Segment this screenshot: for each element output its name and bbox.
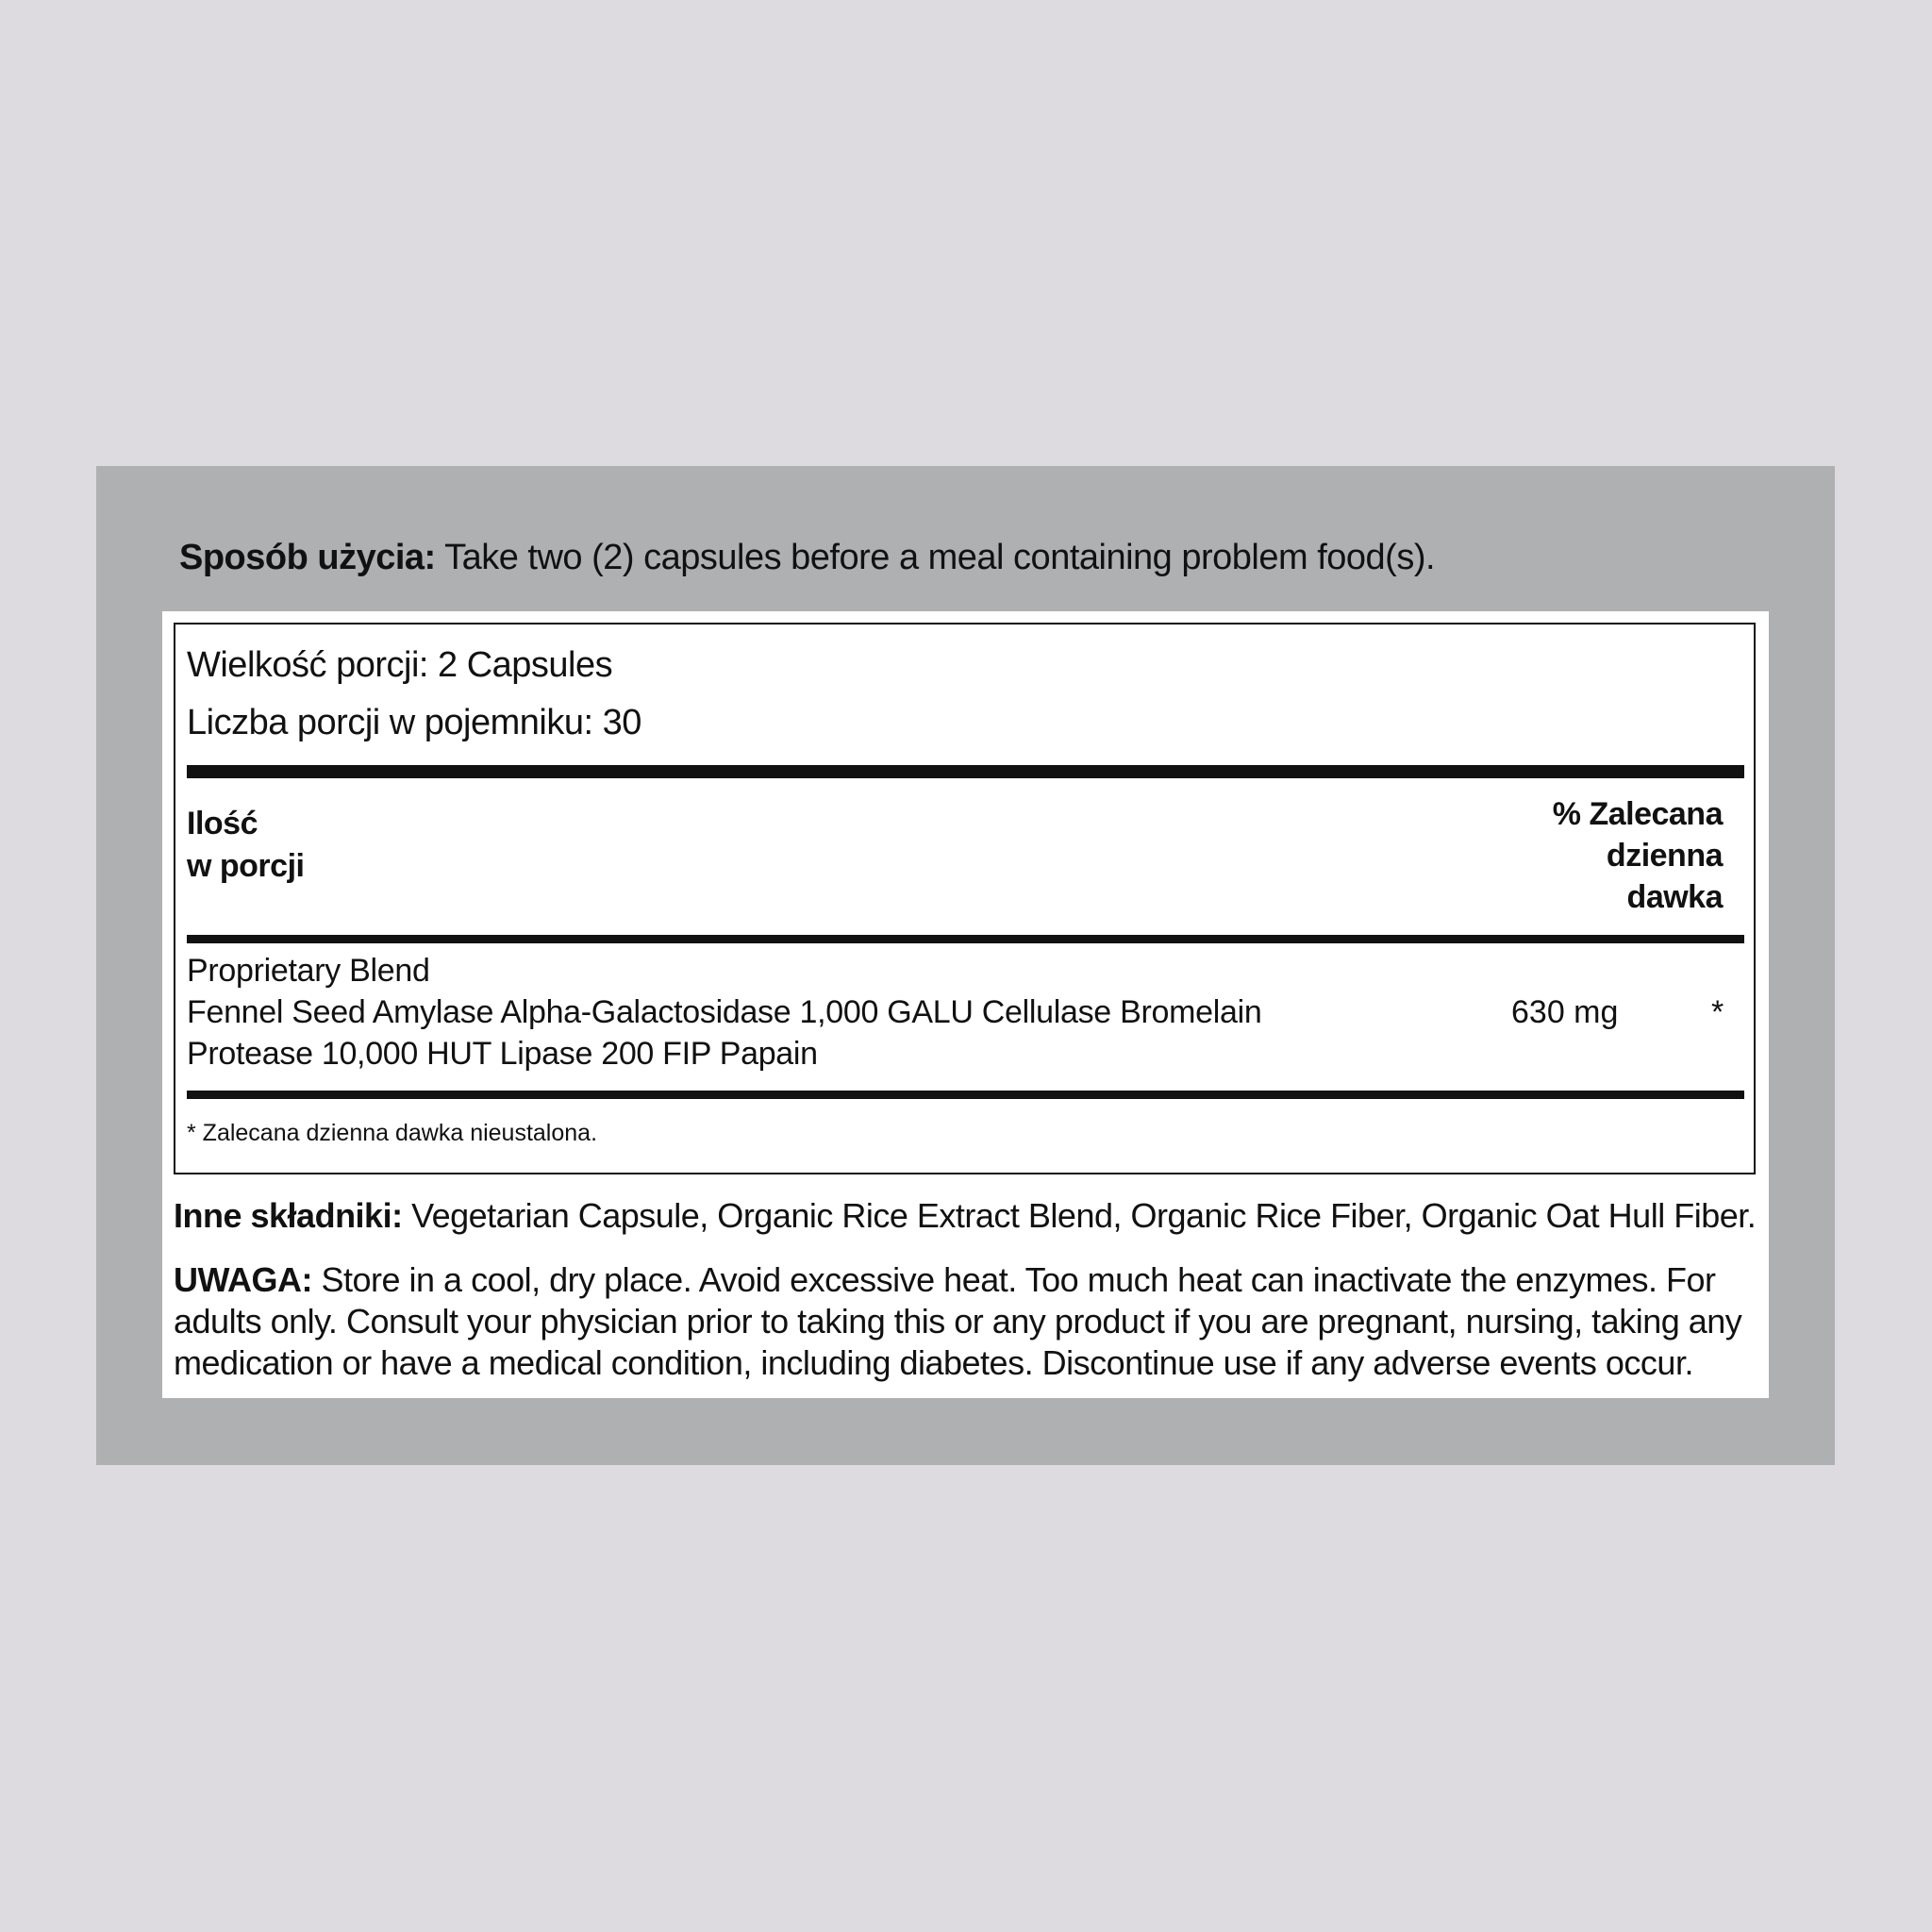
other-ingredients-label: Inne składniki: (174, 1196, 403, 1235)
other-ingredients-text: Vegetarian Capsule, Organic Rice Extract Blend, Organic Rice Fiber, Organic Oat Hull Fiber. (402, 1196, 1757, 1235)
dv-header-line1: % Zalecana (1552, 796, 1723, 832)
blend-ingredients-line1: Fennel Seed Amylase Alpha-Galactosidase 1,000 GALU Cellulase Bromelain (187, 994, 1262, 1030)
directions-label: Sposób użycia: (179, 538, 436, 577)
warning-text: Store in a cool, dry place. Avoid excessive heat. Too much heat can inactivate the enzymes. For adults only. Consult your physician prior to taking this or any product if you are pregnant, nursing, taking any medication or have a medical condition, including diabetes. Discontinue use if any adverse events occur. (174, 1260, 1742, 1382)
serving-size: Wielkość porcji: 2 Capsules (187, 645, 613, 685)
blend-daily-value: * (1711, 994, 1724, 1030)
warning (174, 1259, 1749, 1384)
supplement-facts-box (174, 623, 1756, 1174)
warning-label: UWAGA: (174, 1260, 312, 1299)
directions-text: Take two (2) capsules before a meal containing problem food(s). (435, 538, 1436, 577)
amount-header-line1: Ilość (187, 806, 258, 841)
directions (179, 538, 1435, 578)
thick-divider (187, 765, 1744, 778)
footnote: * Zalecana dzienna dawka nieustalona. (187, 1120, 598, 1146)
amount-header-line2: w porcji (187, 848, 305, 884)
blend-row (187, 950, 1261, 1074)
dv-header-line2: dzienna (1606, 838, 1723, 874)
dv-header-line3: dawka (1626, 879, 1723, 915)
blend-name: Proprietary Blend (187, 953, 430, 989)
blend-ingredients-line2: Protease 10,000 HUT Lipase 200 FIP Papain (187, 1036, 818, 1072)
header-divider (187, 935, 1744, 943)
blend-amount: 630 mg (1511, 994, 1619, 1030)
servings-per-container: Liczba porcji w pojemniku: 30 (187, 703, 641, 742)
other-ingredients (174, 1196, 1756, 1236)
daily-value-header (1553, 793, 1723, 918)
footer-divider (187, 1091, 1744, 1099)
amount-per-serving-header (187, 803, 304, 888)
